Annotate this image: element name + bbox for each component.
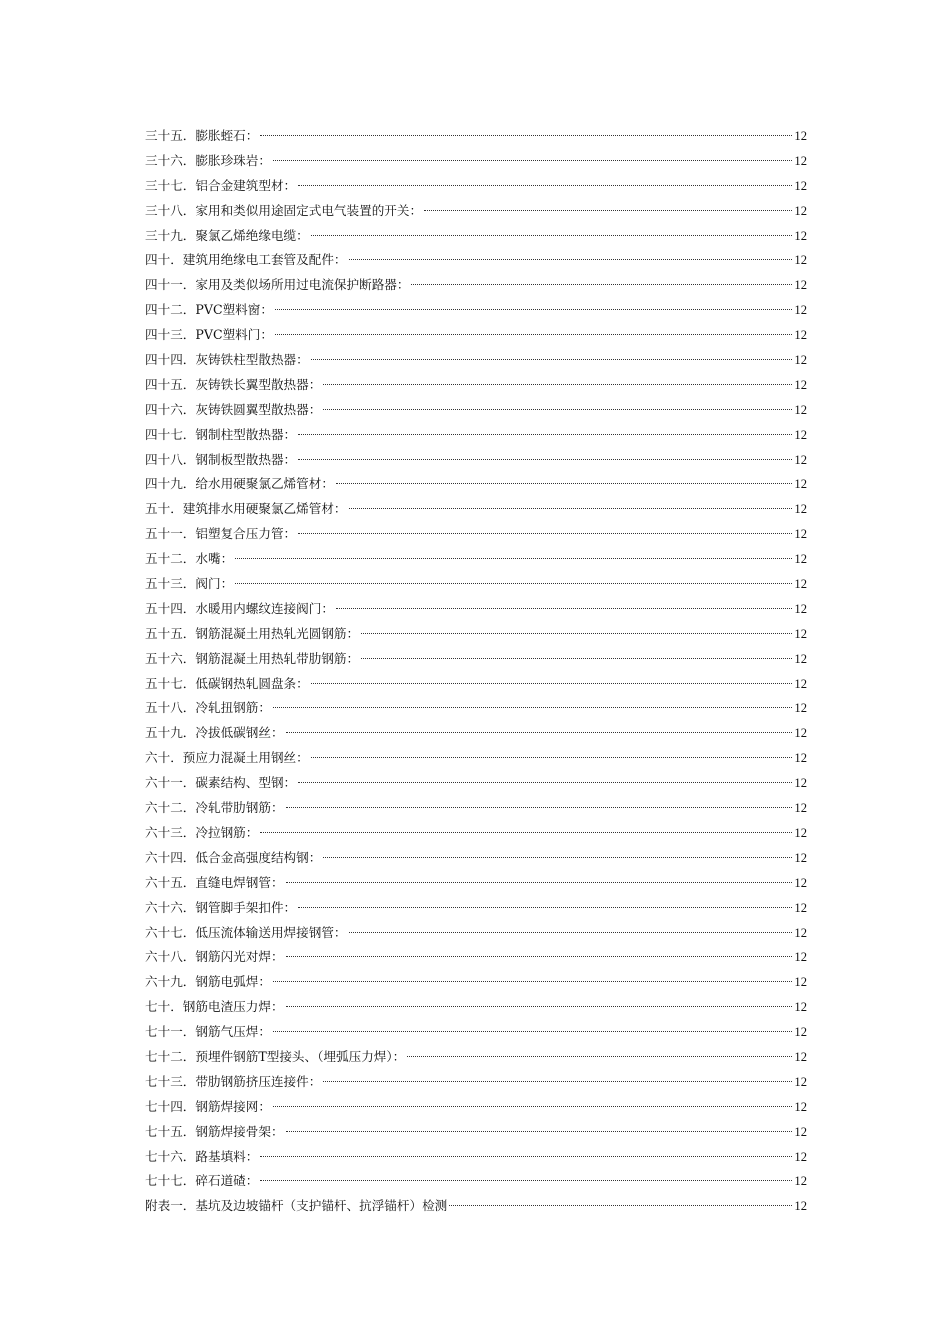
toc-entry-page-number: 12 [794,1099,807,1114]
toc-entry[interactable] [145,1120,807,1145]
toc-entry[interactable] [145,572,807,597]
toc-entry-page-number: 12 [794,1199,807,1214]
toc-entry[interactable] [145,995,807,1020]
toc-entry-page-number: 12 [794,1174,807,1189]
toc-entry-page-number: 12 [794,726,807,741]
toc-entry-title: 七十三．带肋钢筋挤压连接件： [145,1073,322,1089]
toc-entry-page-number: 12 [794,801,807,816]
toc-entry[interactable] [145,945,807,970]
toc-entry-title: 六十一．碳素结构、型钢： [145,775,297,791]
toc-entry-page-number: 12 [794,601,807,616]
toc-entry-title: 六十五．直缝电焊钢管： [145,874,284,890]
toc-entry-page-number: 12 [794,776,807,791]
toc-dot-leader [273,1106,792,1107]
toc-entry-page-number: 12 [794,1074,807,1089]
toc-entry-page-number: 12 [794,353,807,368]
toc-dot-leader [235,558,792,559]
toc-entry[interactable] [145,149,807,174]
toc-entry[interactable] [145,522,807,547]
toc-entry-page-number: 12 [794,825,807,840]
toc-entry-page-number: 12 [794,925,807,940]
toc-dot-leader [286,1006,793,1007]
toc-entry[interactable] [145,497,807,522]
toc-dot-leader [286,1131,793,1132]
toc-entry[interactable] [145,448,807,473]
toc-dot-leader [235,583,792,584]
toc-entry-page-number: 12 [794,1149,807,1164]
toc-entry[interactable] [145,1070,807,1095]
toc-dot-leader [273,160,792,161]
toc-entry-title: 五十五．钢筋混凝土用热轧光圆钢筋： [145,625,360,641]
toc-entry-title: 四十七．钢制柱型散热器： [145,426,297,442]
toc-entry-page-number: 12 [794,1025,807,1040]
toc-entry-page-number: 12 [794,651,807,666]
toc-dot-leader [260,832,792,833]
toc-dot-leader [361,658,792,659]
toc-entry-title: 四十四．灰铸铁柱型散热器： [145,352,309,368]
toc-dot-leader [273,1031,792,1032]
toc-entry[interactable] [145,771,807,796]
toc-entry[interactable] [145,846,807,871]
toc-dot-leader [323,384,792,385]
toc-entry[interactable] [145,248,807,273]
toc-dot-leader [260,1180,792,1181]
toc-entry[interactable] [145,696,807,721]
toc-entry-page-number: 12 [794,1000,807,1015]
toc-entry-title: 五十三．阀门： [145,576,234,592]
toc-entry-title: 五十．建筑排水用硬聚氯乙烯管材： [145,501,347,517]
toc-dot-leader [298,533,792,534]
toc-entry-title: 三十八．家用和类似用途固定式电气装置的开关： [145,202,423,218]
toc-entry-title: 七十七．碎石道碴： [145,1173,259,1189]
toc-entry-title: 四十．建筑用绝缘电工套管及配件： [145,252,347,268]
toc-entry-page-number: 12 [794,402,807,417]
toc-dot-leader [298,782,792,783]
toc-dot-leader [323,409,792,410]
toc-entry-title: 七十一．钢筋气压焊： [145,1024,271,1040]
toc-entry-page-number: 12 [794,701,807,716]
toc-entry-page-number: 12 [794,303,807,318]
toc-entry-title: 六十九．钢筋电弧焊： [145,974,271,990]
toc-dot-leader [349,932,793,933]
toc-dot-leader [311,359,793,360]
toc-entry[interactable] [145,921,807,946]
toc-entry[interactable] [145,348,807,373]
toc-entry-page-number: 12 [794,1049,807,1064]
toc-entry-title: 四十六．灰铸铁圆翼型散热器： [145,401,322,417]
toc-entry-page-number: 12 [794,577,807,592]
toc-entry[interactable] [145,373,807,398]
toc-dot-leader [323,857,792,858]
toc-entry-page-number: 12 [794,751,807,766]
toc-entry-title: 四十五．灰铸铁长翼型散热器： [145,376,322,392]
toc-entry-title: 六十六．钢管脚手架扣件： [145,899,297,915]
toc-entry[interactable] [145,323,807,348]
toc-entry[interactable] [145,746,807,771]
toc-entry-title: 五十八．冷轧扭钢筋： [145,700,271,716]
toc-entry[interactable] [145,970,807,995]
toc-entry-page-number: 12 [794,253,807,268]
toc-dot-leader [336,608,793,609]
toc-entry[interactable] [145,622,807,647]
toc-entry[interactable] [145,398,807,423]
toc-entry-title: 七十六．路基填料： [145,1148,259,1164]
toc-entry[interactable] [145,423,807,448]
toc-entry[interactable] [145,1194,807,1219]
toc-entry-title: 五十七．低碳钢热轧圆盘条： [145,675,309,691]
toc-dot-leader [286,882,793,883]
toc-entry[interactable] [145,124,807,149]
toc-dot-leader [273,981,792,982]
toc-dot-leader [298,907,792,908]
toc-entry-page-number: 12 [794,552,807,567]
toc-entry-title: 七十．钢筋电渣压力焊： [145,999,284,1015]
toc-entry-title: 六十二．冷轧带肋钢筋： [145,800,284,816]
toc-entry-title: 四十三．PVC塑料门： [145,327,273,343]
toc-entry[interactable] [145,224,807,249]
toc-entry-title: 五十六．钢筋混凝土用热轧带肋钢筋： [145,650,360,666]
table-of-contents [145,124,807,1219]
toc-dot-leader [286,807,793,808]
toc-entry-title: 三十九．聚氯乙烯绝缘电缆： [145,227,309,243]
toc-entry[interactable] [145,721,807,746]
toc-dot-leader [311,757,793,758]
toc-entry-page-number: 12 [794,626,807,641]
toc-entry-page-number: 12 [794,502,807,517]
toc-entry-title: 五十一．铝塑复合压力管： [145,526,297,542]
toc-entry-page-number: 12 [794,153,807,168]
toc-dot-leader [311,683,793,684]
toc-entry-title: 四十二．PVC塑料窗： [145,302,273,318]
toc-entry-title: 三十五．膨胀蛭石： [145,128,259,143]
toc-entry[interactable] [145,199,807,224]
toc-entry-title: 四十一．家用及类似场所用过电流保护断路器： [145,277,410,293]
toc-entry-title: 七十四．钢筋焊接网： [145,1098,271,1114]
toc-entry[interactable] [145,298,807,323]
toc-dot-leader [311,235,793,236]
toc-dot-leader [286,732,793,733]
toc-dot-leader [298,434,792,435]
toc-entry-page-number: 12 [794,527,807,542]
toc-dot-leader [298,185,792,186]
toc-entry-title: 五十二．水嘴： [145,551,234,567]
toc-entry[interactable] [145,174,807,199]
toc-dot-leader [275,334,792,335]
toc-entry-page-number: 12 [794,328,807,343]
toc-entry-page-number: 12 [794,850,807,865]
toc-dot-leader [275,309,792,310]
toc-entry[interactable] [145,647,807,672]
toc-entry-page-number: 12 [794,129,807,143]
toc-entry[interactable] [145,821,807,846]
toc-entry[interactable] [145,1145,807,1170]
toc-entry-page-number: 12 [794,178,807,193]
toc-entry-title: 六十八．钢筋闪光对焊： [145,949,284,965]
toc-entry-title: 附表一．基坑及边坡锚杆（支护锚杆、抗浮锚杆）检测 [145,1198,448,1214]
toc-dot-leader [323,1081,792,1082]
toc-entry-page-number: 12 [794,875,807,890]
toc-entry-title: 四十九．给水用硬聚氯乙烯管材： [145,476,334,492]
toc-entry[interactable] [145,796,807,821]
toc-entry-title: 六十三．冷拉钢筋： [145,824,259,840]
toc-entry-page-number: 12 [794,950,807,965]
toc-entry-page-number: 12 [794,1124,807,1139]
toc-dot-leader [336,483,793,484]
toc-entry-page-number: 12 [794,452,807,467]
toc-entry-page-number: 12 [794,278,807,293]
toc-entry[interactable] [145,1095,807,1120]
toc-entry-title: 五十四．水暖用内螺纹连接阀门： [145,600,334,616]
toc-entry[interactable] [145,472,807,497]
toc-entry-page-number: 12 [794,203,807,218]
toc-entry[interactable] [145,597,807,622]
toc-entry-title: 七十二．预埋件钢筋T型接头、（埋弧压力焊）： [145,1048,406,1064]
toc-entry-title: 六十．预应力混凝土用钢丝： [145,750,309,766]
toc-entry-page-number: 12 [794,228,807,243]
toc-entry[interactable] [145,896,807,921]
toc-entry-title: 六十七．低压流体输送用焊接钢管： [145,924,347,940]
toc-entry[interactable] [145,273,807,298]
toc-entry[interactable] [145,1020,807,1045]
toc-entry-page-number: 12 [794,427,807,442]
toc-entry-page-number: 12 [794,975,807,990]
toc-entry-title: 四十八．钢制板型散热器： [145,451,297,467]
toc-entry[interactable] [145,1045,807,1070]
toc-dot-leader [449,1205,792,1206]
toc-dot-leader [361,633,792,634]
toc-entry-title: 三十六．膨胀珍珠岩： [145,152,271,168]
toc-entry-page-number: 12 [794,377,807,392]
toc-entry[interactable] [145,1169,807,1194]
toc-entry-title: 五十九．冷拔低碳钢丝： [145,725,284,741]
toc-dot-leader [349,508,793,509]
toc-entry-page-number: 12 [794,676,807,691]
toc-entry[interactable] [145,547,807,572]
toc-dot-leader [298,459,792,460]
toc-dot-leader [286,956,793,957]
toc-entry-title: 七十五．钢筋焊接骨架： [145,1123,284,1139]
toc-entry-title: 六十四．低合金高强度结构钢： [145,849,322,865]
toc-dot-leader [260,135,792,136]
toc-entry-page-number: 12 [794,477,807,492]
toc-dot-leader [424,210,792,211]
toc-dot-leader [273,707,792,708]
toc-entry-title: 三十七．铝合金建筑型材： [145,177,297,193]
toc-entry-page-number: 12 [794,900,807,915]
toc-entry[interactable] [145,672,807,697]
toc-entry[interactable] [145,871,807,896]
toc-dot-leader [260,1156,792,1157]
toc-dot-leader [407,1056,792,1057]
toc-dot-leader [411,284,792,285]
toc-dot-leader [349,259,793,260]
